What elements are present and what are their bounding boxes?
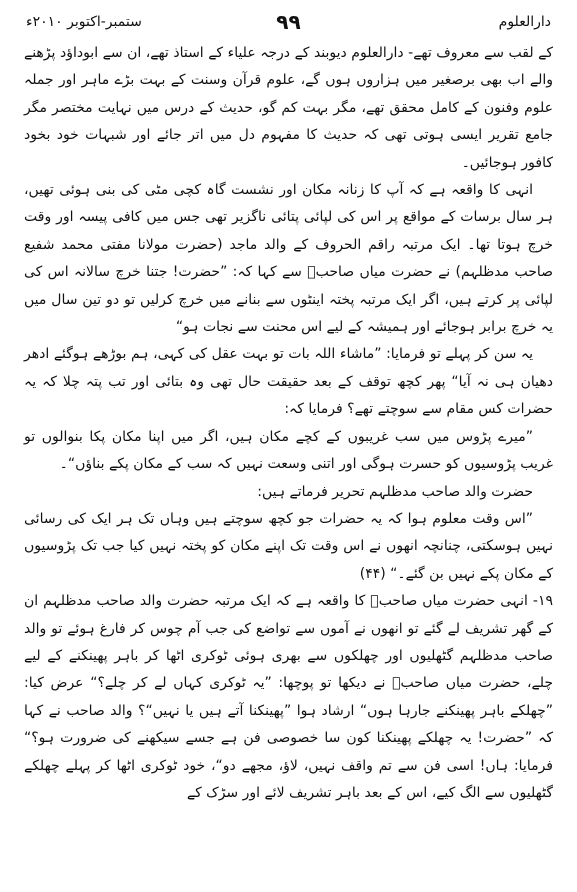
quotation: ”اس وقت معلوم ہوا کہ یہ حضرات جو کچھ سوچتے ہیں وہاں تک ہر ایک کی رسائی نہیں ہوسکتی، چنانچہ انھوں نے اس وقت تک اپنے مکان کو پختہ نہیں کیا جب تک پڑوسیوں کے مکان پکے نہیں بن گئے۔“ (۴۴) (24, 510, 553, 582)
paragraph: حضرت والد صاحب مدظلہم تحریر فرماتے ہیں: (257, 483, 533, 500)
article-body (24, 40, 553, 807)
paragraph: انہی کا واقعہ ہے کہ آپ کا زنانہ مکان اور نشست گاہ کچی مٹی کی بنی ہوئی تھیں، ہر سال برسات کے مواقع پر اس کی لپائی پتائی ناگزیر تھی جس میں کافی پیسہ اور وقت خرچ ہوتا تھا۔ ایک مرتبہ راقم الحروف کے والد ماجد (حضرت مولانا مفتی محمد شفیع صاحب مدظلہم) نے حضرت میاں صاحبؒ سے کہا کہ: ”حضرت! جتنا خرچ سالانہ اس کی لپائی پر کرتے ہیں، اگر ایک مرتبہ پختہ اینٹوں سے بنانے میں خرچ کرلیں تو دو تین سال میں یہ خرچ برابر ہوجائے اور ہمیشہ کے لیے اس محنت سے نجات ہو“ (24, 182, 553, 336)
paragraph: یہ سن کر پہلے تو فرمایا: ”ماشاء اللہ بات تو بہت عقل کی کہی، ہم بوڑھے ہوگئے ادھر دھیان ہی نہ آیا“ پھر کچھ توقف کے بعد حقیقت حال تھی وہ بتائی اور تب پتہ چلا کہ یہ حضرات کس مقام سے سوچتے تھے؟ فرمایا کہ: (24, 346, 553, 418)
page-number: ۹۹ (276, 10, 301, 34)
paragraph: کے لقب سے معروف تھے- دارالعلوم دیوبند کے درجہ علیاء کے استاذ تھے، ان سے ابوداؤد پڑھنے والے اب بھی برصغیر میں ہزاروں ہوں گے، علوم قرآن وسنت کے بہت بڑے ماہر اور جملہ علوم وفنون کے کامل محقق تھے، مگر بہت کم گو، حدیث کے درس میں نہایت مختصر مگر جامع تقریر ایسی ہوتی تھی کہ حدیث کا مفہوم دل میں اتر جائے اور شبہات خود بخود کافور ہوجائیں۔ (24, 45, 553, 171)
journal-title: دارالعلوم (498, 14, 551, 30)
paragraph: ۱۹- انہی حضرت میاں صاحبؒ کا واقعہ ہے کہ ایک مرتبہ حضرت والد صاحب مدظلہم ان کے گھر تشریف لے گئے تو انھوں نے آموں سے تواضع کی جب آم چوس کر فارغ ہوئے تو والد صاحب مدظلہم گٹھلیوں اور چھلکوں سے بھری ہوئی ٹوکری اٹھا کر باہر پھینکنے کے لیے چلے، حضرت میاں صاحبؒ نے دیکھا تو پوچھا: ”یہ ٹوکری کہاں لے کر چلے؟“ عرض کیا: ”چھلکے باہر پھینکنے جارہا ہوں“ ارشاد ہوا ”پھینکنا آتے ہیں یا نہیں“؟ والد صاحب نے کہا کہ ”حضرت! یہ چھلکے پھینکنا کون سا خصوصی فن ہے جسے سیکھنے کی ضرورت ہو؟“ فرمایا: ہاں! اسی فن سے تم واقف نہیں، لاؤ، مجھے دو“، خود ٹوکری اٹھا کر پہلے چھلکے گٹھلیوں سے الگ کیے، اس کے بعد باہر تشریف لائے اور سڑک کے (24, 593, 553, 801)
issue-date: ستمبر-اکتوبر ۲۰۱۰ء (26, 14, 142, 30)
page-header (24, 10, 553, 40)
quotation: ”میرے پڑوس میں سب غریبوں کے کچے مکان ہیں، اگر میں اپنا مکان پکا بنوالوں تو غریب پڑوسیوں کو حسرت ہوگی اور اتنی وسعت نہیں کہ سب کے مکان پکے بناؤں“۔ (24, 428, 553, 473)
